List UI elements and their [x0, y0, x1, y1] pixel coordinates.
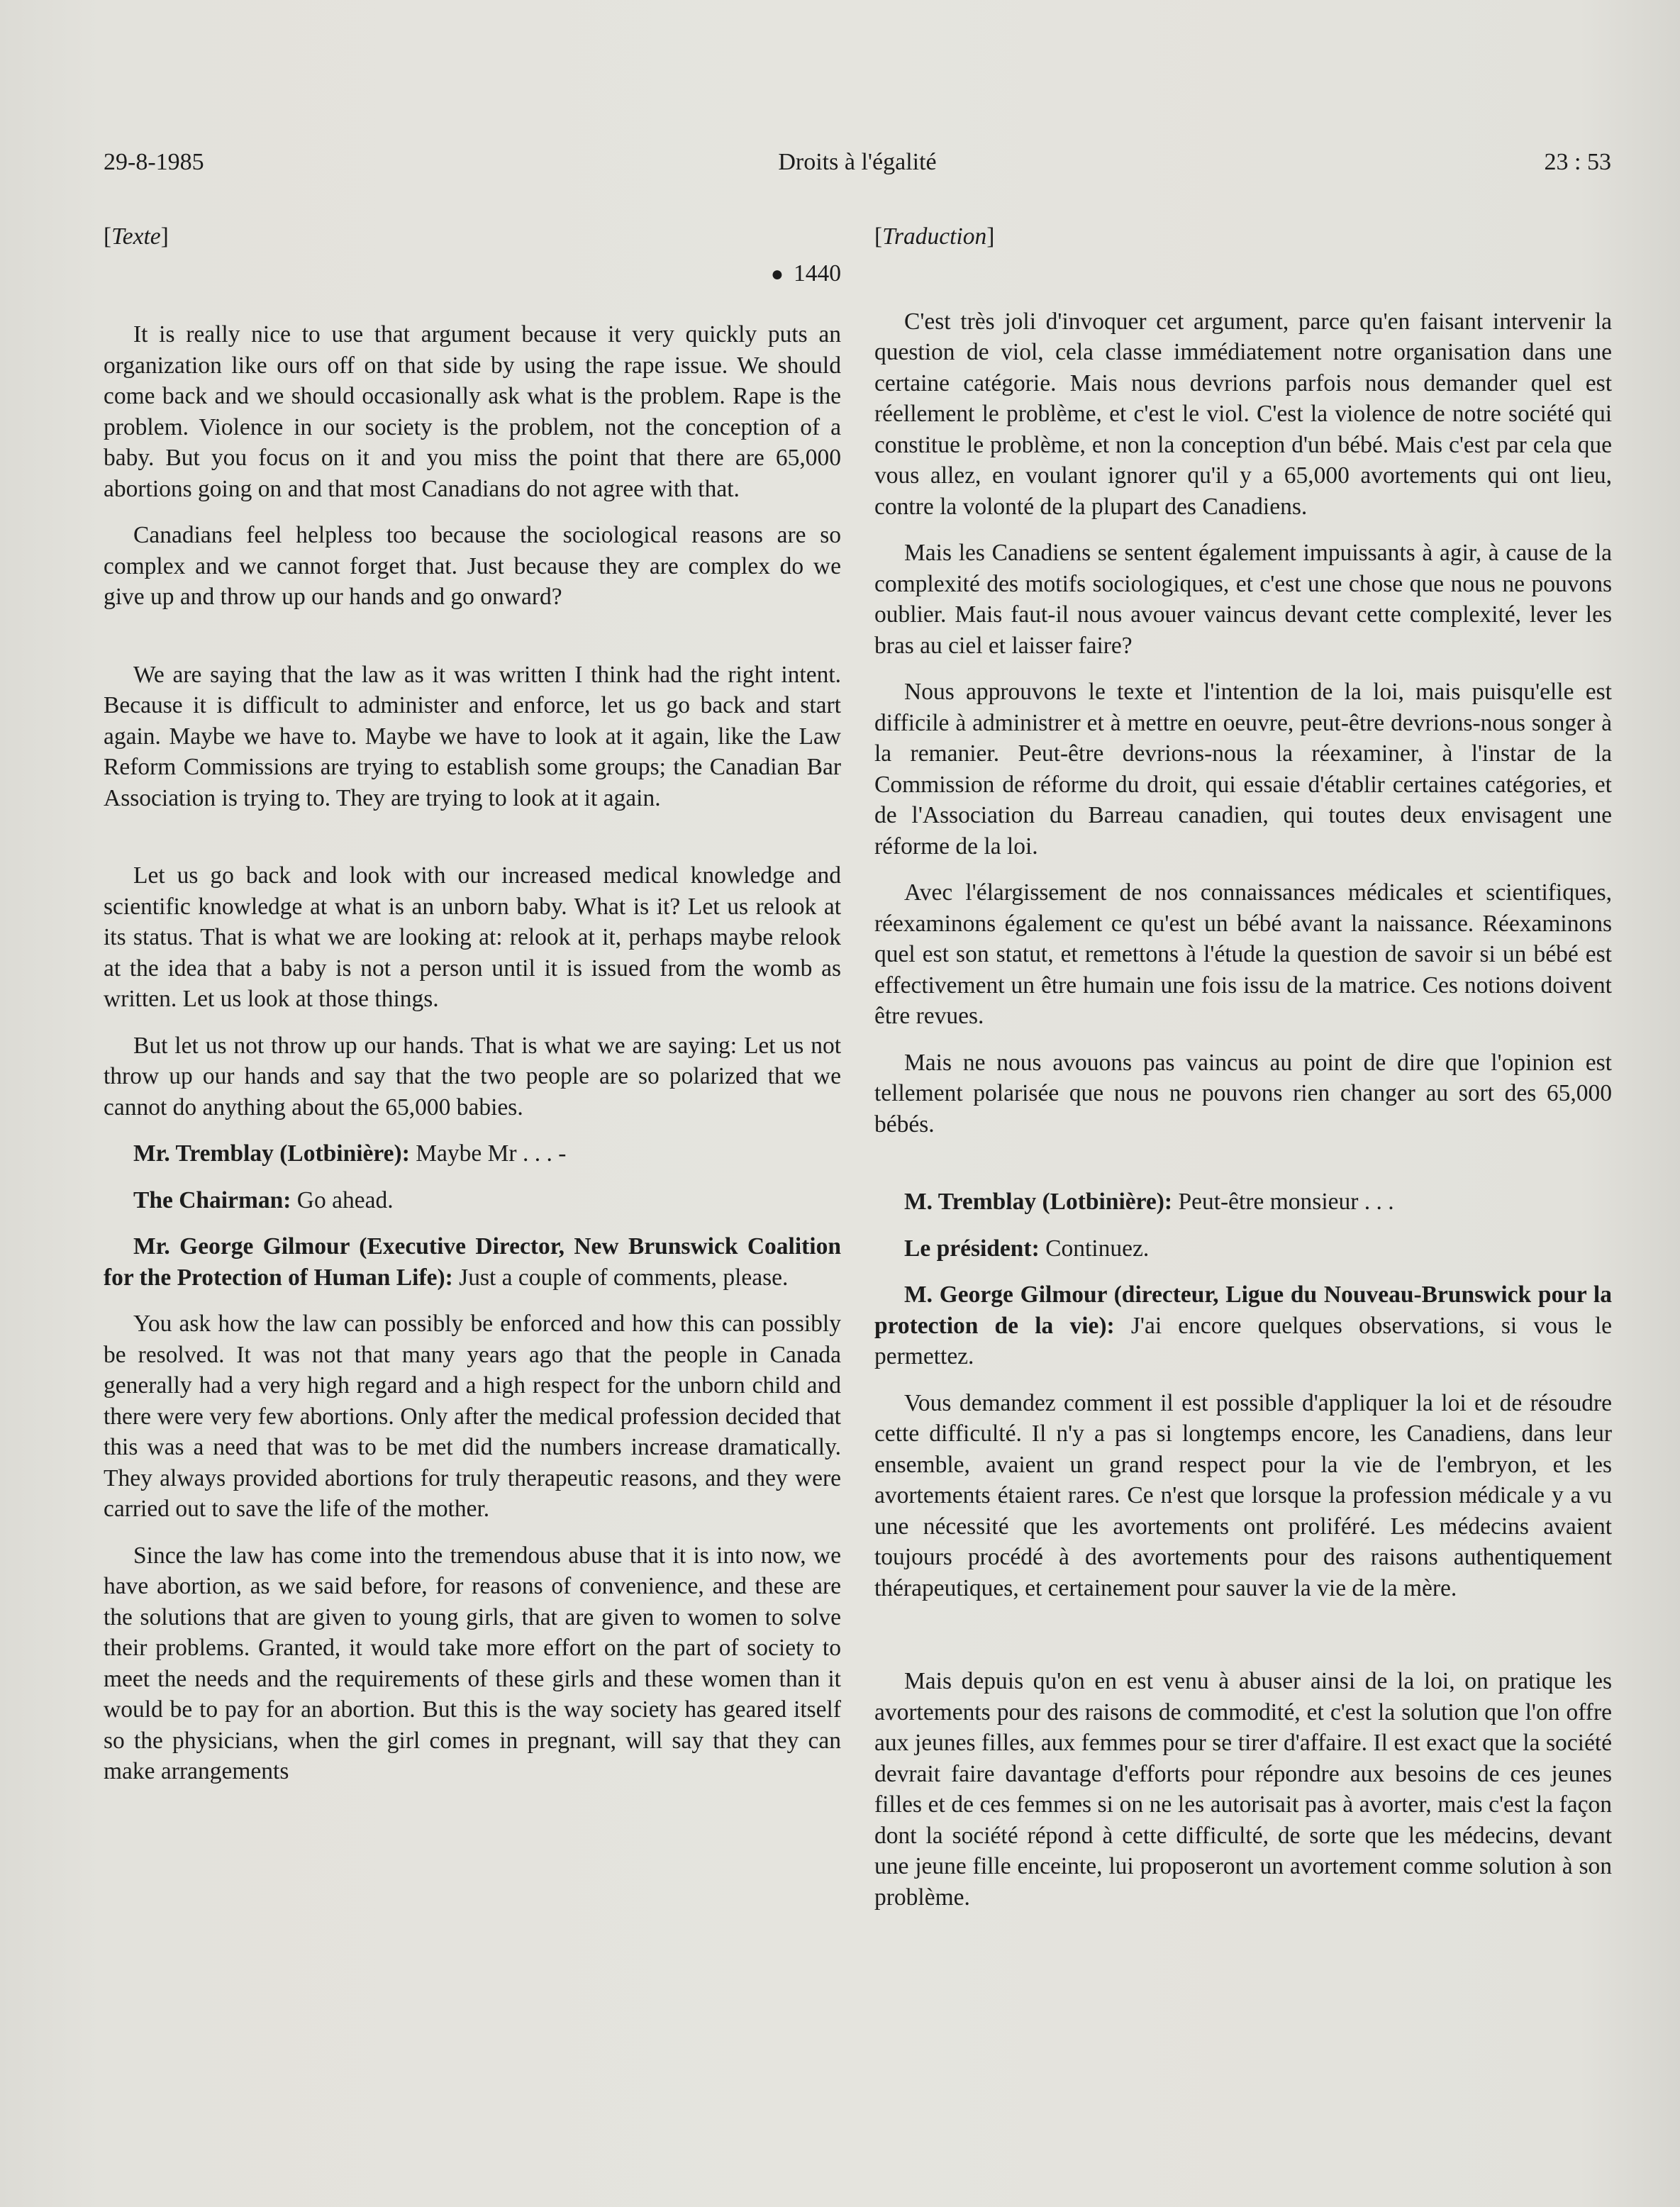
speech-text: J'ai encore quelques observations, si vous le permettez.: [874, 1312, 1613, 1369]
paragraph: Nous approuvons le texte et l'intention de la loi, mais puisqu'elle est difficile à administrer et à mettre en oeuvre, peut-être devrions-nous songer à la remanier. Peut-être devrions-nous la réexaminer, à l'instar de la Commission de réforme du droit, qui essaie d'établir certaines catégories, et de l'Association du Barreau canadien, qui toutes deux envisagent une réforme de la loi.: [874, 679, 1612, 860]
speaker-name: Le président:: [904, 1235, 1040, 1262]
paragraph: Since the law has come into the tremendous abuse that it is into now, we have abortion, as we said before, for reasons of convenience, and these are the solutions that are given to young girls, that are given to women to solve their problems. Granted, it would take more effort on the part of society to meet the needs and the requirements of these girls and these women than it would be to pay for an abortion. But this is the way society has geared itself so the physicians, when the girl comes in pregnant, will say that they can make arrangements: [104, 1542, 841, 1784]
speech: [874, 1186, 1612, 1218]
paragraph: Mais ne nous avouons pas vaincus au point de dire que l'opinion est tellement polarisée que nous ne pouvons rien changer au sort des 65,000 bébés.: [874, 1049, 1612, 1138]
speech-text: Maybe Mr . . . -: [409, 1140, 567, 1167]
header-title: Droits à l'égalité: [778, 149, 937, 175]
header-page-number: 23 : 53: [1544, 149, 1611, 175]
speaker-name: M. George Gilmour (directeur, Ligue du Nouveau-Brunswick pour la protection de la vie):: [874, 1282, 1612, 1339]
speech: [874, 1233, 1612, 1264]
paragraph: You ask how the law can possibly be enforced and how this can possibly be resolved. It was not that many years ago that the people in Canada generally had a very high regard and a high respect for the unborn child and there were very few abortions. Only after the medical profession decided that this was a need that was to be met did the numbers increase dramatically. They always provided abortions for truly therapeutic reasons, and they were carried out to save the life of the mother.: [104, 1311, 841, 1522]
paragraph: Mais les Canadiens se sentent également impuissants à agir, à cause de la complexité des motifs sociologiques, et c'est une chose que nous ne pouvons oublier. Mais faut-il nous avouer vaincus devant cette complexité, lever les bras au ciel et laisser faire?: [874, 540, 1612, 659]
paragraph: We are saying that the law as it was written I think had the right intent. Because it is difficult to administer and enforce, let us go back and start again. Maybe we have to. Maybe we have to look at it again, like the Law Reform Commissions are trying to establish some groups; the Canadian Bar Association is trying to. They are trying to look at it again.: [104, 661, 841, 811]
bullet-icon: ●: [770, 262, 784, 286]
left-column-english: [104, 221, 841, 1803]
speech: [104, 1138, 841, 1169]
texte-label: [Texte]: [104, 223, 169, 250]
page-header: [104, 149, 1611, 186]
speech-text: Go ahead.: [291, 1186, 394, 1213]
speech-text: Peut-être monsieur . . .: [1172, 1189, 1394, 1215]
paragraph: Vous demandez comment il est possible d'appliquer la loi et de résoudre cette difficulté. Il n'y a pas si longtemps encore, les Canadiens, dans leur ensemble, avaient un grand respect pour la vie de l'embryon, et les avortements étaient rares. Ce n'est que lorsque la profession médicale y a vu une nécessité que les avortements ont proliféré. Les médecins avaient toujours procédé à des avortements pour des raisons authentiquement thérapeutiques, et certainement pour sauver la vie de la mère.: [874, 1389, 1612, 1601]
paragraph: Avec l'élargissement de nos connaissances médicales et scientifiques, réexaminons également ce qu'est un bébé avant la naissance. Réexaminons quel est son statut, et remettons à l'étude la question de savoir si un bébé est effectivement un être humain une fois issu de la matrice. Ces notions doivent être revues.: [874, 879, 1612, 1029]
paragraph: Mais depuis qu'on en est venu à abuser ainsi de la loi, on pratique les avortements pour des raisons de commodité, et c'est la solution que l'on offre aux jeunes filles, aux femmes pour se tirer d'affaire. Il est exact que la société devrait faire davantage d'efforts pour répondre aux besoins de ces jeunes filles et de ces femmes si on ne les autorisait pas à avorter, mais c'est la façon dont la société répond à cette difficulté, de sorte que les médecins, devant une jeune fille enceinte, lui proposeront un avortement comme solution à son problème.: [874, 1668, 1612, 1911]
speaker-name: The Chairman:: [133, 1186, 291, 1213]
time-marker: ● 1440: [770, 260, 841, 287]
paragraph: C'est très joli d'invoquer cet argument, parce qu'en faisant intervenir la question de viol, cela classe immédiatement notre organisation dans une certaine catégorie. Mais nous devrions parfois nous demander quel est réellement le problème, et c'est le viol. C'est la violence de notre société qui constitue le problème, et non la conception d'un bébé. Mais c'est par cela que vous allez, en voulant ignorer qu'il y a 65,000 avortements qui ont lieu, contre la volonté de la plupart des Canadiens.: [874, 308, 1612, 520]
header-date: 29-8-1985: [104, 149, 204, 175]
speaker-name: Mr. Tremblay (Lotbinière):: [133, 1140, 410, 1167]
speech: [874, 1279, 1612, 1372]
paragraph: It is really nice to use that argument because it very quickly puts an organization like ours off on that side by using the rape issue. We should come back and we should occasionally ask what is the problem. Rape is the problem. Violence in our society is the problem, not the conception of a baby. But you focus on it and you miss the point that there are 65,000 abortions going on and that most Canadians do not agree with that.: [104, 321, 841, 502]
paragraph: But let us not throw up our hands. That is what we are saying: Let us not throw up our hands and say that the two people are so polarized that we cannot do anything about the 65,000 babies.: [104, 1032, 841, 1121]
paragraph: Canadians feel helpless too because the sociological reasons are so complex and we cannot forget that. Just because they are complex do we give up and throw up our hands and go onward?: [104, 522, 841, 610]
traduction-label: [Traduction]: [874, 223, 995, 250]
speech-text: Just a couple of comments, please.: [452, 1264, 789, 1291]
speaker-name: Mr. George Gilmour (Executive Director, New Brunswick Coalition for the Protection of Human Life):: [104, 1233, 841, 1291]
speech: [104, 1185, 841, 1216]
paragraph: Let us go back and look with our increased medical knowledge and scientific knowledge at what is an unborn baby. What is it? Let us relook at its status. That is what we are looking at: relook at it, perhaps maybe relook at the idea that a baby is not a person until it is issued from the womb as written. Let us look at those things.: [104, 862, 841, 1012]
right-column-french: [874, 221, 1612, 1928]
speaker-name: M. Tremblay (Lotbinière):: [904, 1189, 1173, 1215]
speech: [104, 1231, 841, 1293]
speech-text: Continuez.: [1039, 1235, 1150, 1262]
